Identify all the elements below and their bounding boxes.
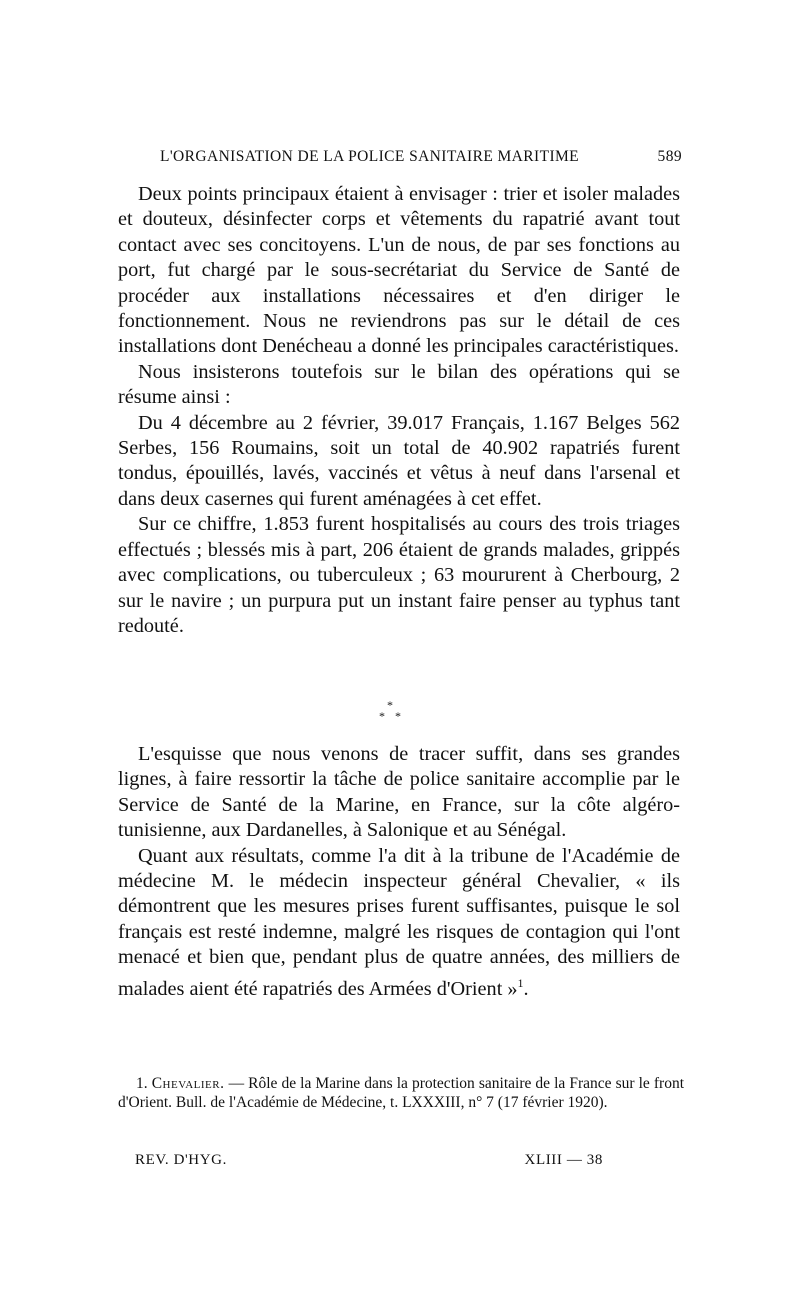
footnote-reference: 1 xyxy=(517,975,524,990)
footnote-text xyxy=(118,1074,684,1112)
running-head xyxy=(160,148,682,166)
asterism-star: * xyxy=(387,698,393,712)
body-text-bottom xyxy=(118,742,680,1002)
journal-abbreviation: REV. D'HYG. xyxy=(135,1152,227,1168)
signature-mark: XLIII — 38 xyxy=(524,1152,603,1168)
asterism-star: * xyxy=(395,709,411,723)
paragraph: Du 4 décembre au 2 février, 39.017 Français, 1.167 Belges 562 Serbes, 156 Roumains, soit un total de 40.902 rapatriés furent tondus, épouillés, lavés, vaccinés et vêtus à neuf dans l'arsenal et dans deux casernes qui furent aménagées à cet effet. xyxy=(118,411,680,510)
paragraph: Sur ce chiffre, 1.853 furent hospitalisés au cours des trois triages effectués ; blessés mis à part, 206 étaient de grands malades, grippés avec complications, ou tuberculeux ; 63 moururent à Cherbourg, 2 sur le navire ; un purpura put un instant faire penser au typhus tant redouté. xyxy=(118,513,680,637)
asterism-separator xyxy=(360,700,420,730)
paragraph: Quant aux résultats, comme l'a dit à la tribune de l'Académie de médecine M. le médecin inspecteur général Chevalier, « ils démontrent que les mesures prises furent suffisantes, puisque le sol français est resté indemne, malgré les risques de contagion qui l'ont menacé et bien que, pendant plus de quatre années, des milliers de malades aient été rapatriés des Armées d'Orient »$^1$. xyxy=(118,844,680,1000)
signature-line xyxy=(135,1152,603,1169)
running-head-title: L'ORGANISATION DE LA POLICE SANITAIRE MARITIME xyxy=(160,148,580,165)
paragraph: Nous insisterons toutefois sur le bilan des opérations qui se résume ainsi : xyxy=(118,360,680,409)
footnote-author: Chevalier. xyxy=(151,1075,225,1092)
body-text-top xyxy=(118,182,680,639)
paragraph: L'esquisse que nous venons de tracer suffit, dans ses grandes lignes, à faire ressortir la tâche de police sanitaire accomplie par le Service de Santé de la Marine, en France, sur la côte algéro-tunisienne, aux Dardanelles, à Salonique et au Sénégal. xyxy=(118,743,680,842)
paragraph-text: Quant aux résultats, comme l'a dit à la tribune de l'Académie de médecine M. le médecin inspecteur général Chevalier, « ils démontrent que les mesures prises furent suffisantes, puisque le sol français est resté indemne, malgré les risques de contagion qui l'ont menacé et bien que, pendant plus de quatre années, des milliers de malades aient été rapatriés des Armées d'Orient » xyxy=(118,844,680,1000)
asterism-star: * xyxy=(379,709,395,723)
paragraph: Deux points principaux étaient à envisager : trier et isoler malades et douteux, désinfecter corps et vêtements du rapatrié avant tout contact avec ses concitoyens. L'un de nous, de par ses fonctions au port, fut chargé par le sous-secrétariat du Service de Santé de procéder aux installations nécessaires et d'en diriger le fonctionnement. Nous ne reviendrons pas sur le détail de ces installations dont Denécheau a donné les principales caractéristiques. xyxy=(118,183,680,358)
footnote-number: 1. xyxy=(136,1075,148,1092)
footnote xyxy=(118,1074,684,1112)
footnote-citation: — Rôle de la Marine dans la protection sanitaire de la France sur le front d'Orient. Bull. de l'Académie de Médecine, t. LXXXIII, n° 7 (17 février 1920). xyxy=(118,1075,685,1111)
page-number: 589 xyxy=(657,148,682,165)
